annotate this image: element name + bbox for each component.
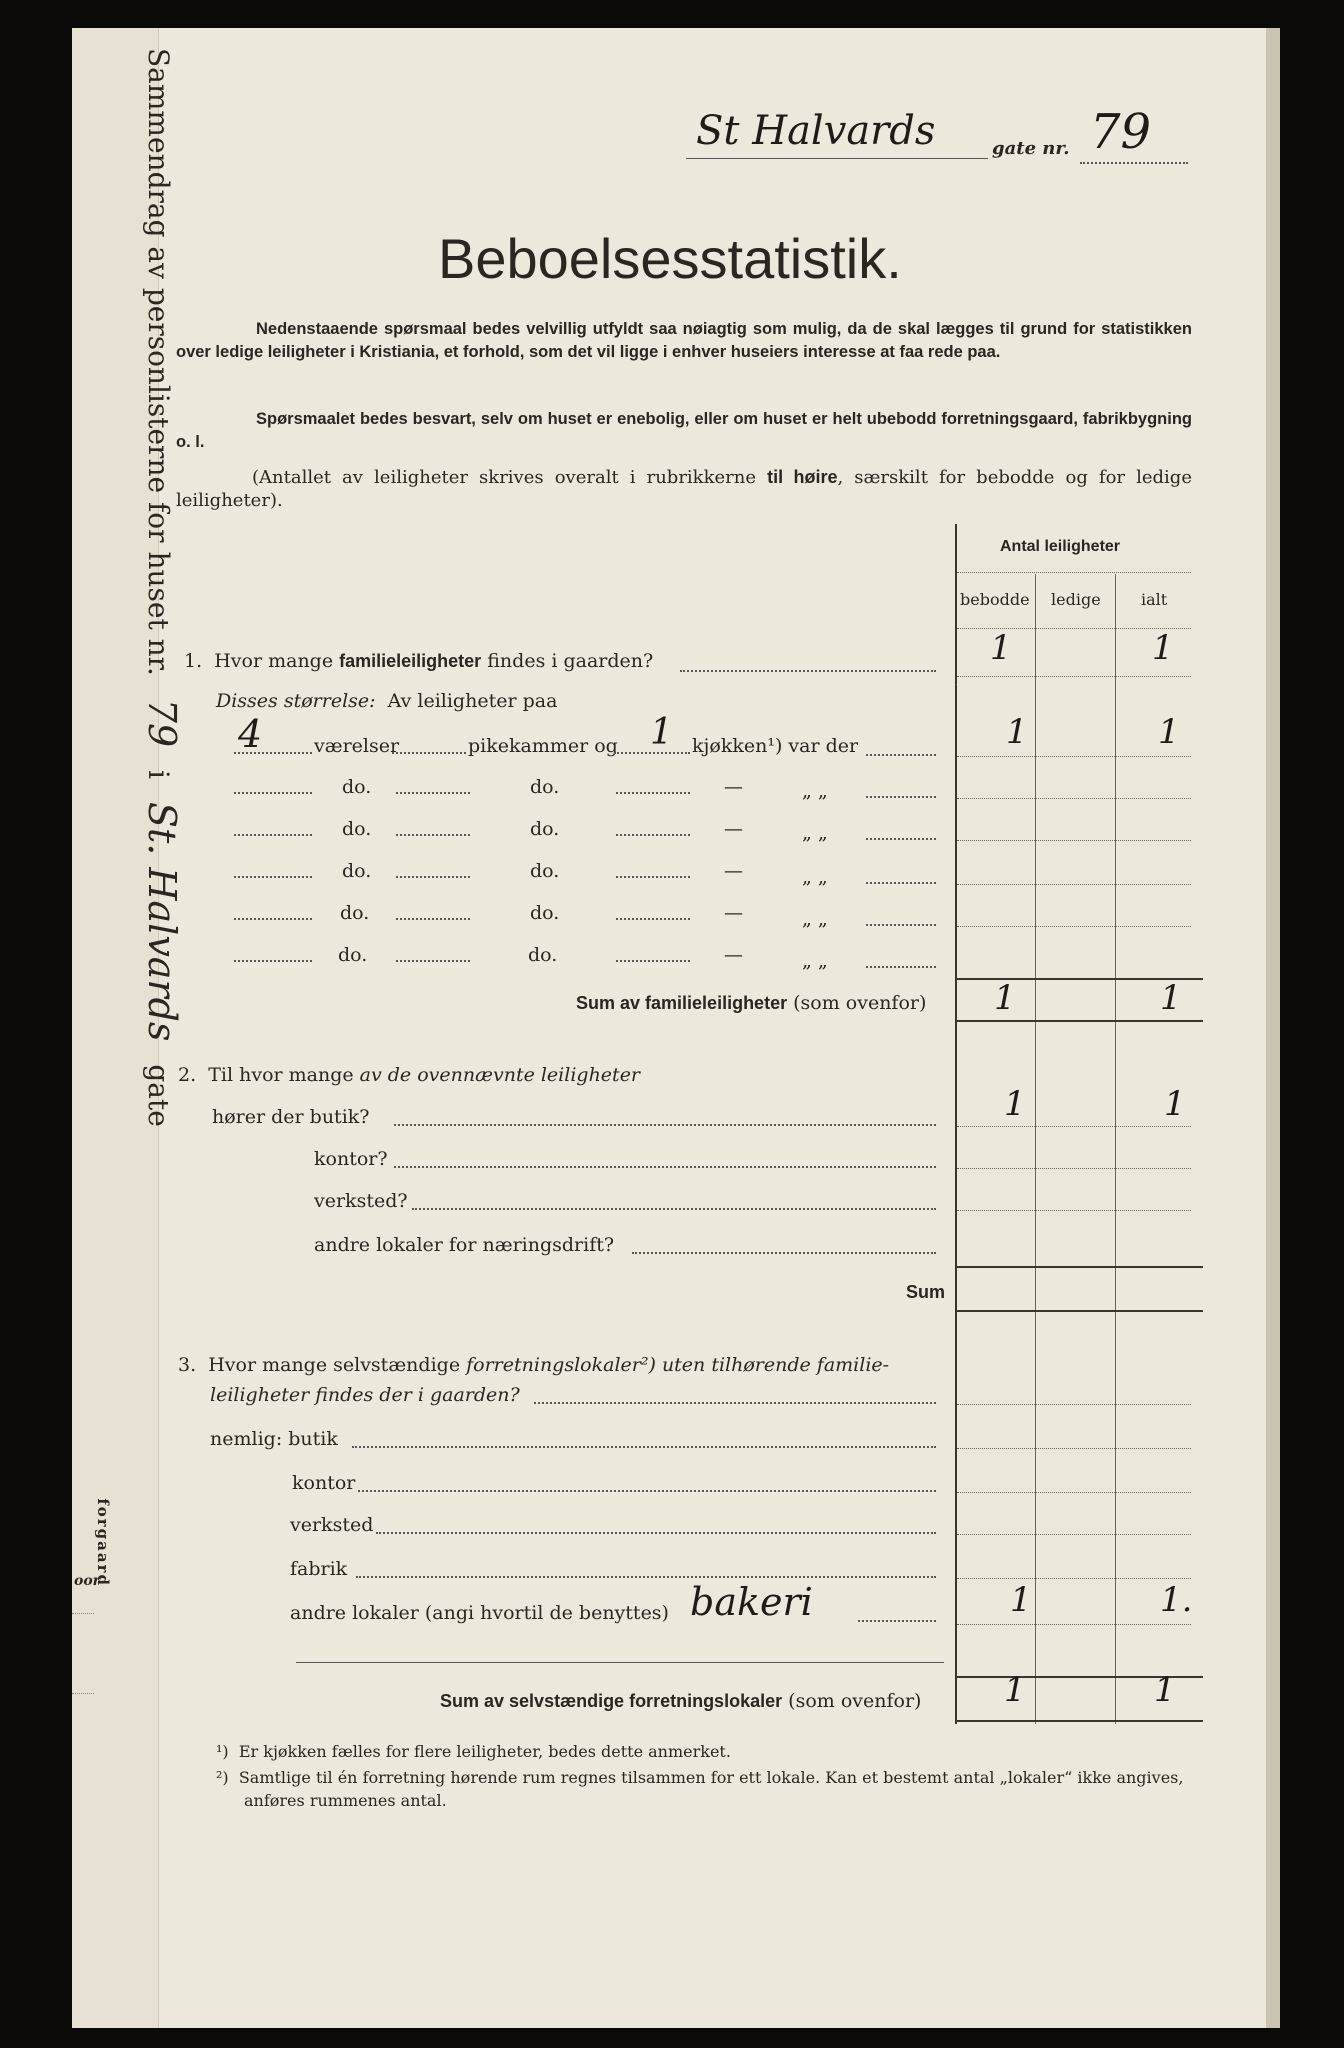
spine-forgaard: forgaard: [94, 1498, 112, 1587]
q3-sum-bebodde: 1: [1004, 1670, 1026, 1710]
table-row-line: [957, 1534, 1191, 1535]
spine-i: i: [142, 770, 175, 779]
spine-dotline: [72, 1693, 94, 1694]
q2-number: 2.: [178, 1064, 197, 1086]
ditto-marks: „ „: [802, 780, 828, 802]
do-line: [396, 876, 470, 878]
street-name: St Halvards: [696, 108, 936, 154]
table-row-line: [957, 1404, 1191, 1405]
q3-nemlig-butik: nemlig: butik: [210, 1428, 338, 1450]
row1-bebodde: 1: [1006, 712, 1028, 752]
col-bebodde-header: bebodde: [960, 590, 1030, 609]
q1-sizes-label: Disses størrelse:: [216, 690, 376, 712]
q1-sum-bebodde: 1: [994, 978, 1016, 1018]
leader-dots: [534, 1402, 936, 1404]
q2-text-a: Til hvor mange: [208, 1064, 354, 1086]
bound-spine-strip: [72, 28, 184, 2028]
rooms-line: [234, 752, 312, 754]
rooms-value: 4: [238, 712, 263, 756]
table-header-divider: [957, 572, 1191, 573]
ditto-marks: „ „: [802, 822, 828, 844]
kitchen-value: 1: [650, 712, 673, 753]
pikekammer-line: [392, 752, 466, 754]
do-label: do.: [342, 776, 372, 798]
table-row-line: [957, 756, 1191, 757]
spine-label: Sammendrag av personlisterne for huset nr.: [142, 48, 175, 676]
q1-sum-ialt: 1: [1160, 978, 1182, 1018]
q3-andre-bebodde: 1: [1010, 1580, 1032, 1620]
dash: —: [724, 944, 743, 966]
ditto-marks: „ „: [802, 908, 828, 930]
footnote-1-text: Er kjøkken fælles for flere leiligheter, bedes dette anmerket.: [238, 1742, 731, 1761]
vaerelser-label: værelser: [314, 735, 400, 757]
dash: —: [724, 818, 743, 840]
dash: —: [724, 776, 743, 798]
do-line: [396, 834, 470, 836]
house-number: 79: [1090, 104, 1152, 160]
table-bottom-rule: [955, 1720, 1203, 1722]
q1-text-b: familieleiligheter: [339, 651, 482, 671]
q3-andre-value: bakeri: [690, 1580, 813, 1624]
do-label: do.: [530, 902, 560, 924]
spine-dotline: [72, 1613, 94, 1614]
blank-line: [296, 1662, 944, 1663]
q2-andre: andre lokaler for næringsdrift?: [314, 1234, 615, 1256]
table-row-line: [957, 1624, 1191, 1625]
do-label: do.: [530, 776, 560, 798]
do-line: [616, 834, 690, 836]
street-underline: [686, 158, 988, 159]
q3-verksted: verksted: [290, 1514, 374, 1536]
q3-text-d: leiligheter findes der i gaarden?: [210, 1384, 520, 1406]
footnote-2-mark: ²): [216, 1768, 229, 1787]
table-row-line: [957, 926, 1191, 927]
intro-p3-bold: til høire: [767, 467, 838, 487]
q3-fabrik: fabrik: [290, 1558, 348, 1580]
q3-question: [178, 1354, 889, 1376]
intro-p3-a: (Antallet av leiligheter skrives overalt i rubrikkerne: [252, 467, 756, 488]
footnote-2-text: Samtlige til én forretning hørende rum regnes tilsammen for ett lokale. Kan et bestemt antal „lokaler“ ikke angives, anføres rummenes antal.: [238, 1768, 1184, 1810]
q2-sum: Sum: [906, 1282, 946, 1302]
do-line: [234, 918, 312, 920]
leader-dots: [866, 882, 936, 884]
table-row-line: [957, 884, 1191, 885]
do-line: [234, 876, 312, 878]
spine-text: [142, 48, 182, 1788]
do-label: do.: [530, 860, 560, 882]
leader-dots: [376, 1532, 936, 1534]
spine-house-number: 79: [140, 698, 184, 748]
do-line: [234, 792, 312, 794]
q1-ialt: 1: [1152, 628, 1174, 668]
row1-ialt: 1: [1158, 712, 1180, 752]
table-row-rule: [955, 1020, 1203, 1022]
q1-sum-note: (som ovenfor): [793, 992, 927, 1014]
spine-gate: gate: [142, 1064, 175, 1127]
q3-andre: andre lokaler (angi hvortil de benyttes): [290, 1602, 669, 1624]
leader-dots: [858, 1620, 936, 1622]
do-line: [616, 960, 690, 962]
intro-paragraph-2: Spørsmaalet bedes besvart, selv om huset er enebolig, eller om huset er helt ubebodd forretningsgaard, fabrikbygning o. l.: [176, 410, 1192, 451]
spacer: [956, 684, 957, 685]
table-row-line: [957, 1126, 1191, 1127]
do-line: [234, 960, 312, 962]
leader-dots: [394, 1166, 936, 1168]
intro-paragraph-1: Nedenstaaende spørsmaal bedes velvillig utfyldt saa nøiagtig som mulig, da de skal lægges til grund for statistikken over ledige leiligheter i Kristiania, et forhold, som det vil ligge i enhver huseiers interesse at faa rede paa.: [176, 320, 1192, 361]
do-label: do.: [528, 944, 558, 966]
q3-kontor: kontor: [292, 1472, 356, 1494]
gate-label: gate nr.: [992, 138, 1070, 159]
do-line: [396, 918, 470, 920]
col-ledige-header: ledige: [1051, 590, 1101, 609]
q1-text-a: Hvor mange: [214, 650, 334, 672]
leader-dots: [352, 1446, 936, 1448]
table-row-rule: [955, 1266, 1203, 1268]
do-line: [396, 960, 470, 962]
col-ialt-header: ialt: [1141, 590, 1168, 609]
q2-butik-ialt: 1: [1164, 1084, 1186, 1124]
ditto-marks: „ „: [802, 866, 828, 888]
dash: —: [724, 902, 743, 924]
table-row-line: [957, 1168, 1191, 1169]
col-divider-2: [1115, 574, 1116, 1724]
do-label: do.: [530, 818, 560, 840]
leader-dots: [866, 924, 936, 926]
q1-sum-row: [576, 992, 926, 1014]
page-title: Beboelsesstatistik.: [438, 227, 902, 290]
q2-butik: hører der butik?: [212, 1106, 370, 1128]
q1-sizes-text: Av leiligheter paa: [387, 690, 558, 712]
table-row-line: [957, 1492, 1191, 1493]
q2-butik-bebodde: 1: [1004, 1084, 1026, 1124]
table-row-line: [957, 840, 1191, 841]
q3-andre-ialt: 1.: [1160, 1580, 1193, 1620]
table-header: Antal leiligheter: [1000, 538, 1121, 555]
q3-sum-row: [440, 1690, 921, 1712]
do-line: [616, 876, 690, 878]
table-row-line: [957, 798, 1191, 799]
q1-sum-label: Sum av familieleiligheter: [576, 993, 788, 1013]
table-row-line: [957, 1448, 1191, 1449]
spine-street: St. Halvards: [140, 801, 184, 1042]
leader-dots: [680, 670, 936, 672]
leader-dots: [866, 796, 936, 798]
q1-bebodde: 1: [990, 628, 1012, 668]
q1-sizes-label-row: [216, 690, 557, 712]
leader-dots: [412, 1208, 936, 1210]
q3-text-a: Hvor mange selvstændige: [208, 1354, 461, 1376]
leader-dots: [866, 966, 936, 968]
q2-verksted: verksted?: [314, 1190, 408, 1212]
kjokken-label: kjøkken¹) var der: [692, 735, 859, 757]
q2-text-b: av de ovennævnte leiligheter: [359, 1064, 641, 1086]
do-label: do.: [342, 818, 372, 840]
kitchen-line: [614, 752, 690, 754]
do-label: do.: [342, 860, 372, 882]
do-label: do.: [340, 902, 370, 924]
q2-kontor: kontor?: [314, 1148, 388, 1170]
q3-sum-note: (som ovenfor): [788, 1690, 922, 1712]
leader-dots: [866, 838, 936, 840]
page-edge: [1266, 28, 1280, 2028]
do-line: [616, 918, 690, 920]
number-underline: [1080, 162, 1188, 164]
table-row-line: [957, 676, 1191, 677]
leader-dots: [394, 1124, 936, 1126]
footnote-2: [216, 1766, 1224, 1812]
intro-paragraph-3: [176, 466, 1192, 512]
footnote-1: [216, 1740, 1196, 1763]
table-row-line: [957, 1210, 1191, 1211]
do-line: [396, 792, 470, 794]
q3-sum-label: Sum av selvstændige forretningslokaler: [440, 1691, 783, 1711]
leader-dots: [358, 1490, 936, 1492]
dash: —: [724, 860, 743, 882]
leader-dots: [356, 1576, 936, 1578]
q1-question: [184, 650, 653, 672]
q3-number: 3.: [178, 1354, 197, 1376]
table-row-rule: [955, 1310, 1203, 1312]
footnote-1-mark: ¹): [216, 1742, 229, 1761]
do-line: [616, 792, 690, 794]
q1-number: 1.: [184, 650, 203, 672]
do-line: [234, 834, 312, 836]
q3-sum-ialt: 1: [1154, 1670, 1176, 1710]
table-left-border: [955, 524, 957, 1724]
table-row-line: [957, 1578, 1191, 1579]
pikekammer-label: pikekammer og: [468, 735, 618, 757]
q2-question: [178, 1064, 640, 1086]
do-label: do.: [338, 944, 368, 966]
q3-text-c: uten tilhørende familie-: [661, 1354, 890, 1376]
intro-p3-c: , særskilt for bebodde og for ledige leiligheter).: [176, 467, 1192, 511]
ditto-marks: „ „: [802, 950, 828, 972]
q3-text-b: forretningslokaler²): [466, 1354, 656, 1376]
spine-oor: oor: [74, 1573, 101, 1589]
col-divider-1: [1035, 574, 1036, 1724]
leader-dots: [632, 1252, 936, 1254]
q1-text-c: findes i gaarden?: [487, 650, 654, 672]
leader-dots: [866, 754, 936, 756]
